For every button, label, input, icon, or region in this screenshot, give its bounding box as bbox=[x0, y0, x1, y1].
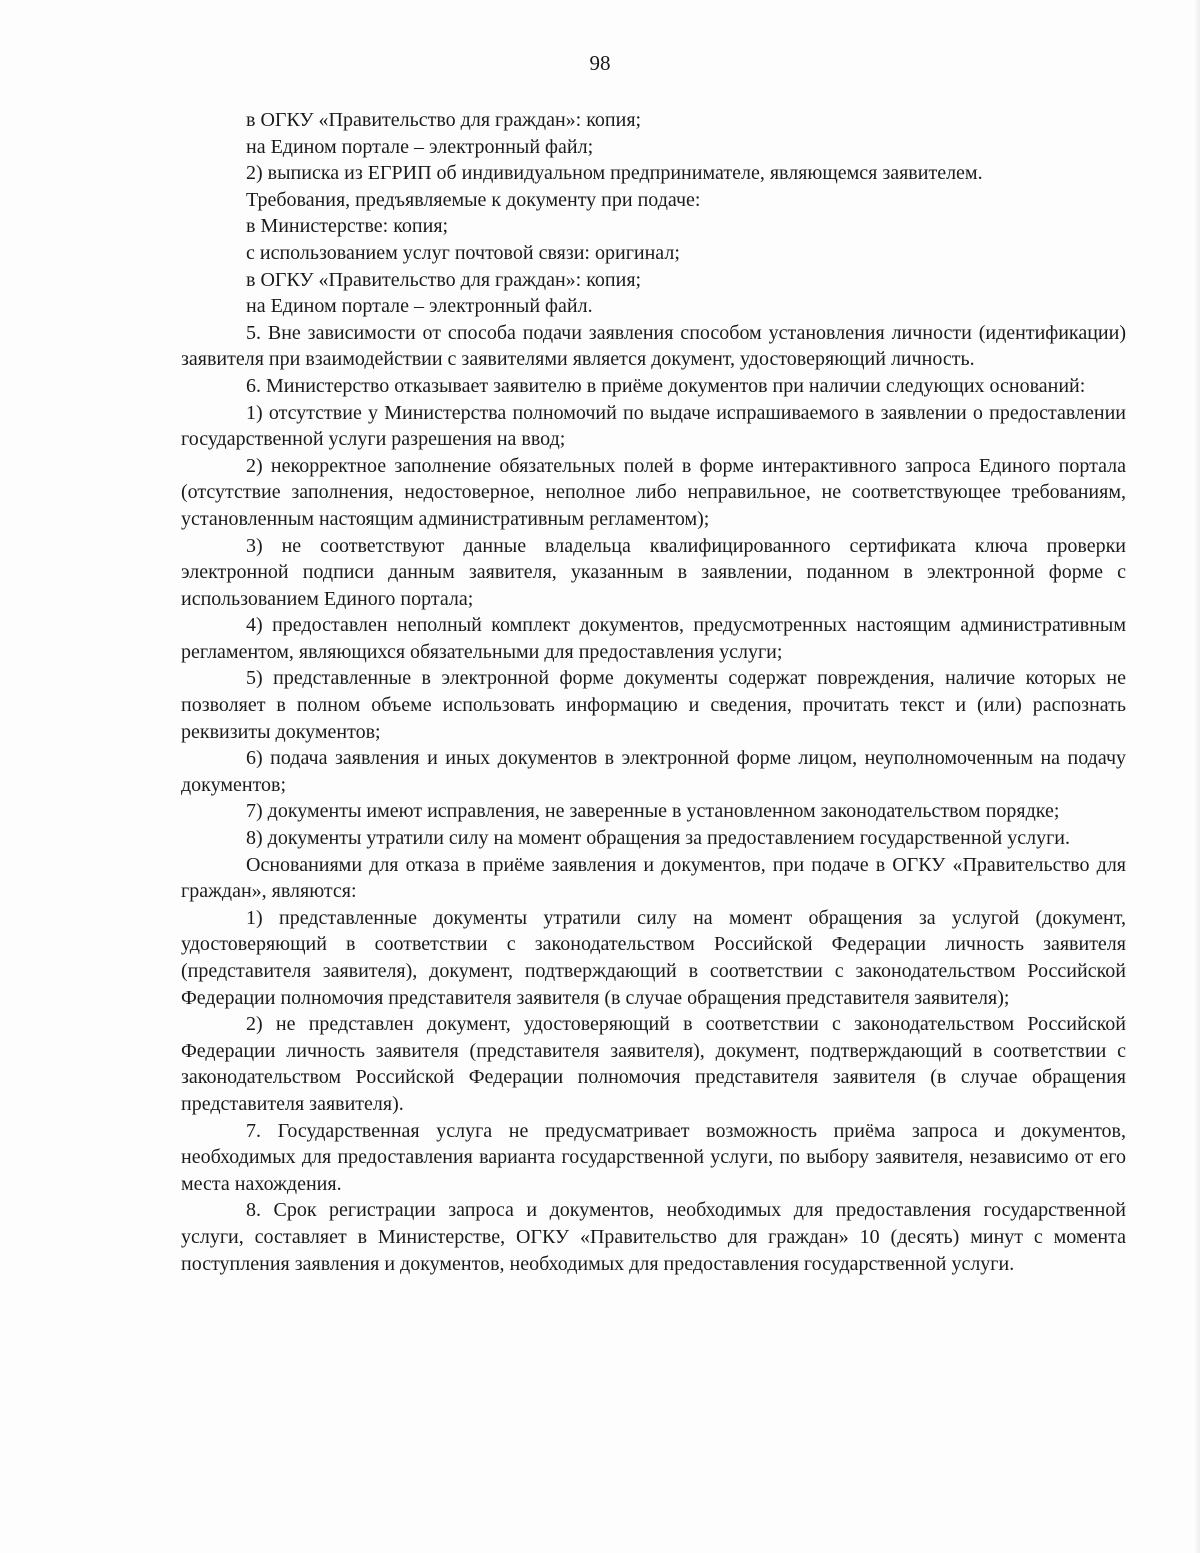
paragraph: на Едином портале – электронный файл. bbox=[246, 295, 593, 318]
paragraph: 1) отсутствие у Министерства полномочий по выдаче испрашиваемого в заявлении о предоставлении государственной услуги разрешения на ввод; bbox=[181, 401, 1126, 451]
paragraph: 6. Министерство отказывает заявителю в приёме документов при наличии следующих оснований: bbox=[246, 374, 1086, 397]
paragraph: 8. Срок регистрации запроса и документов, необходимых для предоставления государственной услуги, составляет в Министерстве, ОГКУ «Правительство для граждан» 10 (десять) минут с момента поступления заявления и документов, необходимых для предоставления государственной услуги. bbox=[181, 1199, 1126, 1275]
paragraph: в Министерстве: копия; bbox=[246, 215, 449, 238]
scan-edge-shadow bbox=[1194, 0, 1200, 1553]
paragraph: 5. Вне зависимости от способа подачи заявления способом установления личности (идентификации) заявителя при взаимодействии с заявителями является документ, удостоверяющий личность. bbox=[181, 321, 1126, 371]
paragraph: 1) представленные документы утратили силу на момент обращения за услугой (документ, удостоверяющий в соответствии с законодательством Российской Федерации личность заявителя (представителя заявителя), документ, подтверждающий в соответствии с законодательством Российской Федерации полномочия представителя заявителя (в случае обращения представителя заявителя); bbox=[181, 906, 1126, 1009]
paragraph: 8) документы утратили силу на момент обращения за предоставлением государственной услуги. bbox=[246, 827, 1071, 850]
paragraph: на Едином портале – электронный файл; bbox=[246, 135, 594, 158]
paragraph: 2) некорректное заполнение обязательных полей в форме интерактивного запроса Единого портала (отсутствие заполнения, недостоверное, неполное либо неправильное, не соответствующее требованиям, установленным настоящим административным регламентом); bbox=[181, 454, 1126, 530]
paragraph: 4) предоставлен неполный комплект документов, предусмотренных настоящим административным регламентом, являющихся обязательными для предоставления услуги; bbox=[181, 614, 1126, 663]
paragraph: Требования, предъявляемые к документу при подаче: bbox=[246, 188, 701, 211]
paragraph: 2) не представлен документ, удостоверяющий в соответствии с законодательством Российской Федерации личность заявителя (представителя заявителя), документ, подтверждающий в соответствии с законодательством Российской Федерации полномочия представителя заявителя (в случае обращения представителя заявителя). bbox=[181, 1013, 1126, 1115]
paragraph: Основаниями для отказа в приёме заявления и документов, при подаче в ОГКУ «Правительство для граждан», являются: bbox=[181, 853, 1126, 903]
page-number: 98 bbox=[589, 51, 611, 75]
paragraph: 6) подача заявления и иных документов в электронной форме лицом, неуполномоченным на подачу документов; bbox=[181, 747, 1126, 796]
paragraph: в ОГКУ «Правительство для граждан»: копия; bbox=[246, 268, 642, 291]
paragraph: 5) представленные в электронной форме документы содержат повреждения, наличие которых не позволяет в полном объеме использовать информацию и сведения, прочитать текст и (или) распознать реквизиты документов; bbox=[181, 667, 1126, 743]
paragraph: с использованием услуг почтовой связи: оригинал; bbox=[246, 241, 680, 264]
paragraph: 3) не соответствуют данные владельца квалифицированного сертификата ключа проверки электронной подписи данным заявителя, указанным в заявлении, поданном в электронной форме с использованием Единого портала; bbox=[181, 534, 1126, 610]
paragraph: 7. Государственная услуга не предусматривает возможность приёма запроса и документов, необходимых для предоставления варианта государственной услуги, по выбору заявителя, независимо от его места нахождения. bbox=[181, 1119, 1126, 1195]
paragraph: в ОГКУ «Правительство для граждан»: копия; bbox=[246, 109, 642, 131]
document-body bbox=[181, 107, 1126, 1277]
paragraph: 2) выписка из ЕГРИП об индивидуальном предпринимателе, являющемся заявителем. bbox=[246, 162, 983, 185]
paragraph: 7) документы имеют исправления, не заверенные в установленном законодательством порядке; bbox=[246, 800, 1060, 823]
